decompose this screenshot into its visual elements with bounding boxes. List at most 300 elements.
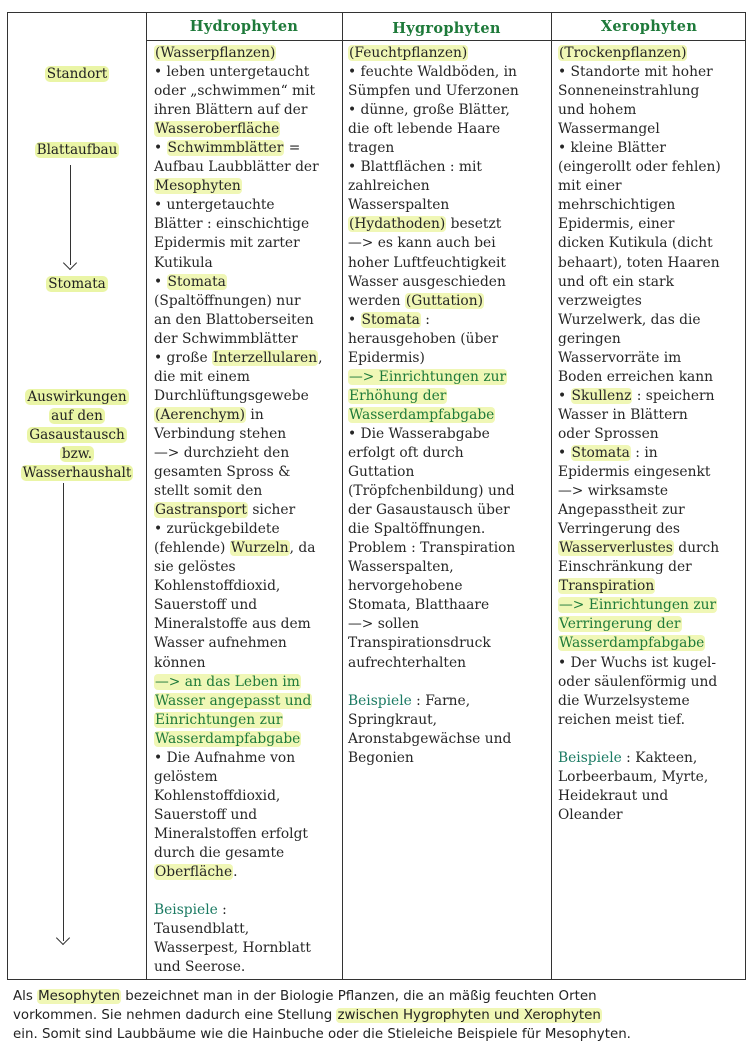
text-segment: gesamten Spross & <box>154 464 291 481</box>
xero-line <box>558 463 721 482</box>
xero-line <box>558 768 721 787</box>
column-hygrophyten <box>348 44 519 768</box>
text-segment: die oft lebende Haare <box>348 121 501 138</box>
hydro-line <box>154 215 323 234</box>
highlighted-text: Verringerung der <box>559 616 681 633</box>
xero-line <box>558 654 721 673</box>
xero-line <box>558 349 721 368</box>
text-segment: , <box>318 349 323 366</box>
text-segment: —> durchzieht den <box>154 444 290 461</box>
text-segment: bezeichnet man in der Biologie Pflanzen, die an mäßig feuchten Orten <box>120 989 597 1004</box>
column-divider <box>342 13 343 979</box>
hydro-line <box>154 139 323 158</box>
text-segment: Sauerstoff und <box>154 597 258 614</box>
hygro-line <box>348 177 519 196</box>
highlighted-text: —> Einrichtungen zur <box>559 597 717 614</box>
highlighted-text: Gastransport <box>155 502 247 519</box>
beispiele-label: Beispiele <box>348 692 412 709</box>
xero-line <box>558 787 721 806</box>
text-segment: die Spaltöffnungen. <box>348 521 486 538</box>
highlighted-text: Stomata <box>361 311 420 328</box>
xero-line <box>558 482 721 501</box>
text-segment: : Kakteen, <box>621 749 698 766</box>
text-segment: • feuchte Waldböden, in <box>348 64 517 81</box>
highlighted-text: (Wasserpflanzen) <box>155 45 276 61</box>
hydro-line <box>154 444 323 463</box>
hydro-line <box>154 920 323 939</box>
text-segment: Begonien <box>348 749 414 766</box>
hygro-line <box>348 425 519 444</box>
hydro-line <box>154 82 323 101</box>
text-segment: • Die Wasserabgabe <box>348 425 490 442</box>
hygro-line <box>348 387 519 406</box>
hydro-line <box>154 673 323 692</box>
arrow-down-icon <box>63 256 77 270</box>
text-segment: Angepasstheit zur <box>558 502 685 519</box>
hydro-line <box>154 939 323 958</box>
xero-line <box>558 139 721 158</box>
text-segment: Kohlenstoffdioxid, <box>154 578 281 595</box>
arrow-down-icon <box>56 931 70 945</box>
arrow-line-long <box>63 483 64 941</box>
hydro-line <box>154 768 323 787</box>
text-segment: Aronstabgewächse und <box>348 730 512 747</box>
text-segment: Epidermis, einer <box>558 216 675 233</box>
text-segment: —> sollen <box>348 616 420 633</box>
hygro-line <box>348 63 519 82</box>
text-segment: • <box>154 140 167 157</box>
xero-line <box>558 368 721 387</box>
text-segment: Epidermis mit zarter <box>154 235 300 252</box>
text-segment: Kohlenstoffdioxid, <box>154 787 281 804</box>
hygro-line <box>348 215 519 234</box>
xero-line <box>558 539 721 558</box>
hydro-line <box>154 63 323 82</box>
hydro-line <box>154 882 323 901</box>
xero-line <box>558 806 721 825</box>
text-segment: Problem : Transpiration <box>348 540 516 557</box>
text-segment: oder Sprossen <box>558 425 659 442</box>
text-segment: vorkommen. Sie nehmen dadurch eine Stellung <box>13 1008 337 1023</box>
hydro-line <box>154 806 323 825</box>
text-segment: und oft ein stark <box>558 273 674 290</box>
label-blattaufbau: Blattaufbau <box>36 142 118 158</box>
hygro-line <box>348 234 519 253</box>
text-segment: zahlreichen <box>348 178 430 195</box>
hygro-line <box>348 730 519 749</box>
hydro-line <box>154 558 323 577</box>
text-segment: • <box>348 311 361 328</box>
hygro-line <box>348 654 519 673</box>
text-segment: Wasserspalten <box>348 197 450 214</box>
highlighted-text: Wasserdampfabgabe <box>349 406 495 423</box>
text-segment: • Der Wuchs ist kugel- <box>558 654 717 671</box>
highlighted-text: Skullenz <box>571 387 632 404</box>
text-segment: Oleander <box>558 806 623 823</box>
text-segment: • <box>558 444 571 461</box>
text-segment: mit einer <box>558 178 622 195</box>
text-segment: die Wurzelsysteme <box>558 692 690 709</box>
text-segment: hervorgehobene <box>348 578 463 595</box>
hygro-line <box>348 120 519 139</box>
hygro-line <box>348 196 519 215</box>
highlighted-text: (Trockenpflanzen) <box>559 45 687 61</box>
text-segment: Wasserspalten, <box>348 559 454 576</box>
text-segment: sie gelöstes <box>154 559 236 576</box>
hydro-line <box>154 711 323 730</box>
hygro-line <box>348 254 519 273</box>
arrow-line <box>70 165 71 265</box>
xero-line <box>558 101 721 120</box>
xero-line <box>558 44 721 63</box>
highlighted-text: (Feuchtpflanzen) <box>349 45 468 61</box>
text-segment: Guttation <box>348 464 415 481</box>
text-segment: oder säulenförmig und <box>558 673 718 690</box>
label-stomata: Stomata <box>48 276 106 292</box>
highlighted-text: Erhöhung der <box>349 387 447 404</box>
xero-line <box>558 711 721 730</box>
hydro-line <box>154 577 323 596</box>
text-segment: Wasser aufnehmen <box>154 635 287 652</box>
text-segment: geringen <box>558 330 621 347</box>
label-standort: Standort <box>46 66 108 82</box>
highlighted-text: Schwimmblätter <box>167 140 284 157</box>
text-segment: • untergetauchte <box>154 197 275 214</box>
hydro-line <box>154 463 323 482</box>
hygro-line <box>348 139 519 158</box>
xero-line <box>558 120 721 139</box>
xero-line <box>558 577 721 596</box>
text-segment: Wasserpest, Hornblatt <box>154 940 311 957</box>
text-segment: ein. Somit sind Laubbäume wie die Hainbuche oder die Stieleiche Beispiele für Mesophyten. <box>13 1027 631 1042</box>
hygro-line <box>348 349 519 368</box>
hygro-line <box>348 82 519 101</box>
hygro-line <box>348 273 519 292</box>
text-segment: reichen meist tief. <box>558 711 686 728</box>
highlighted-text: (Guttation) <box>405 292 483 309</box>
text-segment: : <box>420 311 430 328</box>
highlighted-text: Wasserverlustes <box>559 540 673 557</box>
hygro-line <box>348 539 519 558</box>
xero-line <box>558 406 721 425</box>
hydro-line <box>154 692 323 711</box>
text-segment: Lorbeerbaum, Myrte, <box>558 768 709 785</box>
beispiele-label: Beispiele <box>558 749 622 766</box>
xero-line <box>558 292 721 311</box>
highlighted-text: Mesophyten <box>38 989 120 1004</box>
hygro-line <box>348 311 519 330</box>
text-segment: erfolgt oft durch <box>348 444 464 461</box>
highlighted-text: —> Einrichtungen zur <box>349 368 507 385</box>
text-segment: behaart), toten Haaren <box>558 254 720 271</box>
header-hydrophyten: Hydrophyten <box>189 18 299 35</box>
hygro-line <box>348 749 519 768</box>
text-segment: = <box>284 140 301 157</box>
text-segment: gelöstem <box>154 768 218 785</box>
highlighted-text: Wasserdampfabgabe <box>155 730 301 747</box>
xero-line <box>558 749 721 768</box>
highlighted-text: Stomata <box>167 273 226 290</box>
label-auswirkungen: Auswirkungen auf den Gasaustausch bzw. Wasserhaushalt <box>22 389 132 481</box>
hygro-line <box>348 444 519 463</box>
text-segment: —> es kann auch bei <box>348 235 496 252</box>
hydro-line <box>154 654 323 673</box>
text-segment: , da <box>289 540 316 557</box>
xero-line <box>558 692 721 711</box>
hydro-line <box>154 101 323 120</box>
text-segment: (eingerollt oder fehlen) <box>558 159 721 176</box>
xero-line <box>558 730 721 749</box>
hygro-line <box>348 520 519 539</box>
text-segment: Als <box>13 989 38 1004</box>
text-segment: stellt somit den <box>154 483 263 500</box>
highlighted-text: zwischen Hygrophyten und Xerophyten <box>337 1008 601 1023</box>
text-segment: Wasservorräte im <box>558 349 682 366</box>
text-segment: Wasser ausgeschieden <box>348 273 506 290</box>
hydro-line <box>154 615 323 634</box>
highlighted-text: Wurzeln <box>230 540 289 557</box>
text-segment: durch die gesamte <box>154 844 285 861</box>
highlighted-text: Einrichtungen zur <box>155 711 283 728</box>
text-segment: Transpirationsdruck <box>348 635 491 652</box>
hygro-line <box>348 330 519 349</box>
text-segment: Sümpfen und Uferzonen <box>348 83 519 100</box>
hydro-line <box>154 330 323 349</box>
hygro-line <box>348 158 519 177</box>
xero-line <box>558 425 721 444</box>
text-segment: • dünne, große Blätter, <box>348 102 510 119</box>
hygro-line <box>348 711 519 730</box>
hygro-line <box>348 101 519 120</box>
hydro-line <box>154 273 323 292</box>
xero-line <box>558 387 721 406</box>
column-hydrophyten <box>154 44 323 977</box>
xero-line <box>558 444 721 463</box>
footer-line <box>13 1025 743 1044</box>
xero-line <box>558 254 721 273</box>
text-segment: tragen <box>348 140 395 157</box>
hygro-line <box>348 501 519 520</box>
hydro-line <box>154 349 323 368</box>
text-segment: und Seerose. <box>154 959 246 976</box>
text-segment: oder „schwimmen“ mit <box>154 83 316 100</box>
text-segment: Springkraut, <box>348 711 438 728</box>
text-segment: Kutikula <box>154 254 213 271</box>
hydro-line <box>154 254 323 273</box>
text-segment: • Blattflächen : mit <box>348 159 482 176</box>
text-segment: in <box>246 406 264 423</box>
highlighted-text: Mesophyten <box>155 178 241 195</box>
column-xerophyten <box>558 44 721 825</box>
xero-line <box>558 673 721 692</box>
text-segment: • zurückgebildete <box>154 521 280 538</box>
text-segment: an den Blattoberseiten <box>154 311 314 328</box>
hygro-line <box>348 368 519 387</box>
hygro-line <box>348 406 519 425</box>
xero-line <box>558 615 721 634</box>
hydro-line <box>154 520 323 539</box>
text-segment: verzweigtes <box>558 292 642 309</box>
text-segment: • Die Aufnahme von <box>154 749 296 766</box>
hydro-line <box>154 425 323 444</box>
text-segment: Sonneneinstrahlung <box>558 83 700 100</box>
hydro-line <box>154 787 323 806</box>
text-segment: Mineralstoffen erfolgt <box>154 825 308 842</box>
hygro-line <box>348 292 519 311</box>
text-segment: Verringerung des <box>558 521 681 538</box>
column-divider <box>551 13 552 979</box>
text-segment: Durchlüftungsgewebe <box>154 387 309 404</box>
text-segment: Sauerstoff und <box>154 806 258 823</box>
hydro-line <box>154 634 323 653</box>
text-segment: • <box>154 273 167 290</box>
highlighted-text: Wasseroberfläche <box>155 121 280 138</box>
hydro-line <box>154 234 323 253</box>
hydro-line <box>154 596 323 615</box>
hydro-line <box>154 730 323 749</box>
text-segment: ihren Blättern auf der <box>154 102 308 119</box>
highlighted-text: Wasserdampfabgabe <box>559 635 705 652</box>
text-segment: mehrschichtigen <box>558 197 676 214</box>
text-segment: Epidermis) <box>348 349 425 366</box>
text-segment: • Standorte mit hoher <box>558 64 713 81</box>
hydro-line <box>154 844 323 863</box>
xero-line <box>558 196 721 215</box>
text-segment: : <box>217 902 227 919</box>
xero-line <box>558 273 721 292</box>
text-segment: besetzt <box>446 216 502 233</box>
xero-line <box>558 596 721 615</box>
text-segment: Boden erreichen kann <box>558 368 714 385</box>
mesophyten-footnote <box>13 987 743 1044</box>
xero-line <box>558 158 721 177</box>
column-divider <box>146 13 147 979</box>
hydro-line <box>154 177 323 196</box>
text-segment: Stomata, Blatthaare <box>348 597 490 614</box>
footer-line <box>13 1006 743 1025</box>
xero-line <box>558 82 721 101</box>
hydro-line <box>154 482 323 501</box>
hydro-line <box>154 539 323 558</box>
text-segment: Wassermangel <box>558 121 660 138</box>
text-segment: Tausendblatt, <box>154 921 250 938</box>
hydro-line <box>154 120 323 139</box>
hygro-line <box>348 634 519 653</box>
text-segment: dicken Kutikula (dicht <box>558 235 713 252</box>
text-segment: werden <box>348 292 405 309</box>
highlighted-text: (Aerenchym) <box>155 406 246 423</box>
xero-line <box>558 215 721 234</box>
hygro-line <box>348 482 519 501</box>
text-segment: Aufbau Laubblätter der <box>154 159 319 176</box>
text-segment: Wasser in Blättern <box>558 406 688 423</box>
hygro-line <box>348 692 519 711</box>
xero-line <box>558 558 721 577</box>
hydro-line <box>154 958 323 977</box>
text-segment: • <box>558 387 571 404</box>
text-segment: Epidermis eingesenkt <box>558 464 711 481</box>
text-segment: sicher <box>247 502 296 519</box>
hygro-line <box>348 558 519 577</box>
text-segment: hoher Luftfeuchtigkeit <box>348 254 506 271</box>
beispiele-label: Beispiele <box>154 902 218 919</box>
hydro-line <box>154 292 323 311</box>
text-segment: • große <box>154 349 213 366</box>
text-segment: : speichern <box>632 387 715 404</box>
text-segment: aufrechterhalten <box>348 654 467 671</box>
text-segment: : Farne, <box>411 692 471 709</box>
text-segment: Blätter : einschichtige <box>154 216 310 233</box>
text-segment: der Schwimmblätter <box>154 330 298 347</box>
xero-line <box>558 501 721 520</box>
text-segment: : in <box>630 444 658 461</box>
text-segment: • kleine Blätter <box>558 140 666 157</box>
hydro-line <box>154 406 323 425</box>
hygro-line <box>348 615 519 634</box>
text-segment: —> wirksamste <box>558 483 669 500</box>
text-segment: Heidekraut und <box>558 787 669 804</box>
hygro-line <box>348 44 519 63</box>
text-segment: (Tröpfchenbildung) und <box>348 483 515 500</box>
hydro-line <box>154 311 323 330</box>
highlighted-text: Transpiration <box>559 578 655 595</box>
xero-line <box>558 63 721 82</box>
hygro-line <box>348 596 519 615</box>
text-segment: Wurzelwerk, das die <box>558 311 701 328</box>
text-segment: herausgehoben (über <box>348 330 499 347</box>
xero-line <box>558 311 721 330</box>
text-segment: Mineralstoffe aus dem <box>154 616 311 633</box>
text-segment: Einschränkung der <box>558 559 692 576</box>
text-segment: (Spaltöffnungen) nur <box>154 292 301 309</box>
text-segment: . <box>233 864 238 881</box>
text-segment: durch <box>673 540 720 557</box>
highlighted-text: Oberfläche <box>155 864 233 881</box>
text-segment: die mit einem <box>154 368 250 385</box>
hydro-line <box>154 901 323 920</box>
hydro-line <box>154 863 323 882</box>
xero-line <box>558 634 721 653</box>
text-segment: und hohem <box>558 102 637 119</box>
text-segment: der Gasaustausch über <box>348 502 510 519</box>
highlighted-text: (Hydathoden) <box>349 216 446 233</box>
xero-line <box>558 177 721 196</box>
header-xerophyten: Xerophyten <box>600 18 698 35</box>
hydro-line <box>154 44 323 63</box>
hydro-line <box>154 825 323 844</box>
hydro-line <box>154 501 323 520</box>
comparison-table <box>7 12 746 980</box>
hydro-line <box>154 387 323 406</box>
highlighted-text: Stomata <box>571 444 630 461</box>
hydro-line <box>154 368 323 387</box>
highlighted-text: —> an das Leben im <box>155 673 300 690</box>
text-segment: (fehlende) <box>154 540 230 557</box>
highlighted-text: Wasser angepasst und <box>155 692 312 709</box>
xero-line <box>558 330 721 349</box>
hydro-line <box>154 158 323 177</box>
header-hygrophyten: Hygrophyten <box>392 20 501 37</box>
highlighted-text: Interzellularen <box>213 349 318 366</box>
hygro-line <box>348 673 519 692</box>
hygro-line <box>348 463 519 482</box>
xero-line <box>558 234 721 253</box>
text-segment: können <box>154 654 206 671</box>
hydro-line <box>154 196 323 215</box>
footer-line <box>13 987 743 1006</box>
hygro-line <box>348 577 519 596</box>
text-segment: Verbindung stehen <box>154 425 287 442</box>
